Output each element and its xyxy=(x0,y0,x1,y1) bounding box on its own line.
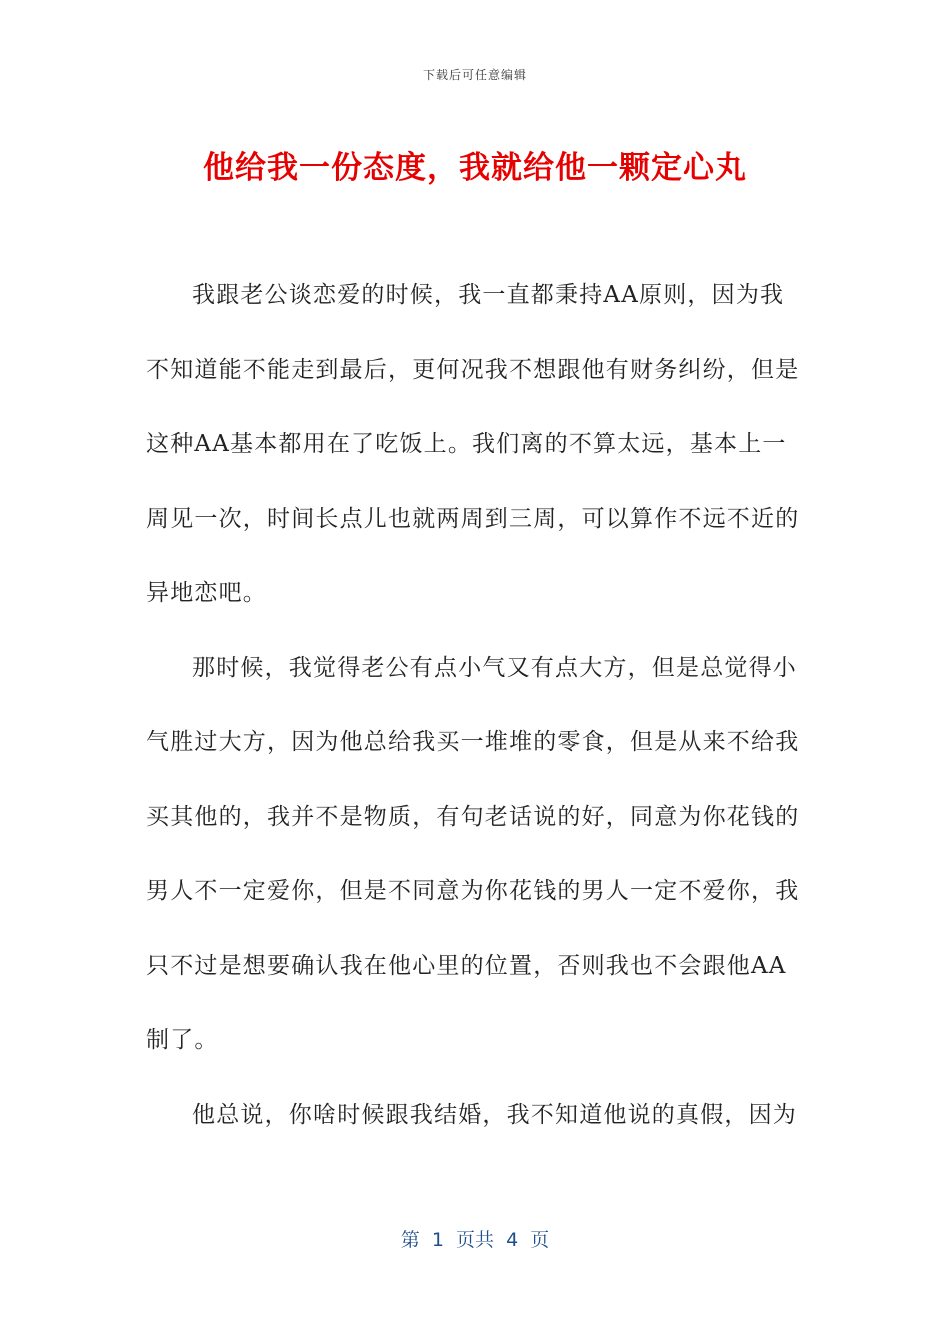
paragraph-3: 他总说，你啥时候跟我结婚，我不知道他说的真假，因为 xyxy=(192,1101,797,1128)
header-note: 下载后可任意编辑 xyxy=(422,68,527,82)
paragraph-2: 那时候，我觉得老公有点小气又有点大方，但是总觉得小气胜过大方，因为他总给我买一堆堆的零食，但是从来不给我买其他的，我并不是物质，有句老话说的好，同意为你花钱的男人不一定爱你，但是不同意为你花钱的男人一定不爱你，我只不过是想要确认我在他心里的位置，否则我也不会跟他AA制了。 xyxy=(146,654,800,1053)
page-number-footer: 第 1 页共 4 页 xyxy=(400,1229,550,1251)
document-body xyxy=(146,258,806,1152)
document-title: 他给我一份态度，我就给他一颗定心丸 xyxy=(203,150,747,186)
paragraph-1: 我跟老公谈恋爱的时候，我一直都秉持AA原则，因为我不知道能不能走到最后，更何况我不想跟他有财务纠纷，但是这种AA基本都用在了吃饭上。我们离的不算太远，基本上一周见一次，时间长点儿也就两周到三周，可以算作不远不近的异地恋吧。 xyxy=(146,282,800,606)
